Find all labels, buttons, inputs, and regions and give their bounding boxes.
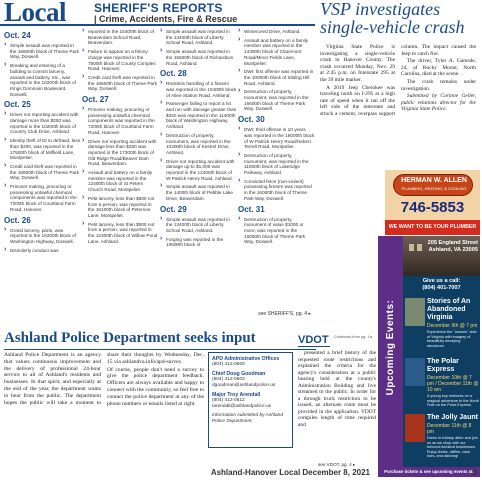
- theatre-ad: [403, 236, 480, 467]
- report-entry: › Failure to appear on a felony charge was reported in the 7500th block of County Complex Road, Hanover.: [82, 49, 159, 72]
- vdot-continued: Continued from pg. 1 ▸: [334, 335, 373, 339]
- vdot-body: presented a brief history of the requested route restrictions and explained the criteria for the agency's consideration at a public hearing held at the county's Administration Building and live streamed to the public. In order for a through truck restriction to be issued, an alternate route must be provided in the application. VDOT compiles length of time required and: [298, 350, 376, 428]
- report-entry: › Credit card theft was reported in the 16600th block of Theme Park Way, Doswell.: [82, 75, 159, 92]
- report-entry: › Convicted felon (non-violent) possessing firearm was reported in the 16000th block of Theme Park Way, Doswell.: [238, 179, 315, 202]
- sheriff-subtitle: | Crime, Accidents, Fire & Rescue: [94, 14, 238, 24]
- report-entry: › Assault and battery on a family member was reported in the 12400th block of St Peters Church Road, Montpelier.: [82, 170, 159, 193]
- report-entry: › Petit larceny, less than $500 not from a person, was reported in the 16100th block of Peterson Lane, Montpelier.: [82, 196, 159, 219]
- vsp-paragraph: A 2019 Jeep Cherokee was traveling north on I-295 at a high rate of speed when it ran off the left side of the interstate and struck a cement, overpass support column. The impact caused the Jeep to catch fire.: [320, 44, 476, 117]
- vsp-headline: VSP investigates single-vehicle crash: [320, 0, 465, 37]
- allen-logo: [393, 174, 473, 196]
- upcoming-events-label: Upcoming Events:: [385, 299, 396, 396]
- sheriff-column: [82, 29, 159, 248]
- event-photo: [405, 358, 425, 386]
- sheriff-column: [238, 29, 315, 248]
- event-title: The Polar Express: [427, 358, 459, 373]
- allen-phone: 746-5853: [400, 199, 465, 216]
- section-label: Local: [4, 0, 66, 27]
- sheriff-title: SHERIFF'S REPORTS: [94, 1, 223, 15]
- apd-paragraph: Of course, people don't need a survey to give the police department feedback. Officers are always available and happy to connect with the community, so feel free to contact the police department at any of the phone numbers or emails listed at right.: [107, 366, 204, 407]
- sheriff-see-more: see SHERIFF'S, pg. 4 ▸: [258, 311, 311, 317]
- vsp-story: [318, 0, 480, 170]
- report-date: Oct. 31: [238, 204, 265, 214]
- allen-name: HERMAN W. ALLEN: [401, 177, 467, 184]
- report-entry: › DWI: first offense was reported in the 10000th block of Sliding Hill Road, Ashland.: [238, 69, 315, 86]
- apd-credit: Information submitted by Ashland Police Department.: [212, 413, 284, 424]
- report-entry: › Destruction of property, monument, was reported in the 10300th block of Kestrel Drive, Ashland.: [160, 133, 237, 156]
- upcoming-events-band: [378, 236, 403, 467]
- event-desc: Dress in holiday attire and join us as we shop with our beloved Ashland businesses. Enjoy drinks, raffles, cash bars, and dancing!: [427, 436, 478, 459]
- footer-text: Ashland-Hanover Local December 8, 2021: [210, 468, 370, 477]
- report-entry: › Passenger failing to report a hit and run with damage greater than $250 was reported in the 11400th block of Washington Highway, Ashland.: [160, 101, 237, 130]
- report-entry: › Driver not reporting accident with damage less than $250 was reported in the 17300th block of Old Ridge Road/Beaver Dam Road, Beaverdam.: [82, 139, 159, 168]
- report-entry: › reported in the 15400th block of Beaverdam School Road, Beaverdam.: [82, 29, 159, 46]
- report-entry: › Forging was reported in the 10600th block of: [160, 237, 237, 248]
- sheriff-columns: [0, 29, 315, 324]
- report-date: Oct. 29: [160, 204, 187, 214]
- page-footer: [0, 468, 378, 480]
- report-entry: › Driver not reporting accident with damage up to $1,000 was reported in the 12400th block of W Patrick Henry Road, Ashland.: [160, 159, 237, 182]
- vsp-body: [320, 44, 476, 118]
- theatre-contact: Give us a call: (804) 401-7007: [422, 278, 461, 291]
- report-entry: › Breaking and entering of a building to commit larceny, assault and battery, etc., was reported in the 10200th block of Kings Dominion Boulevard, Doswell.: [4, 63, 81, 97]
- report-entry: › Credit card theft was reported in the 16600th block of Theme Park Way, Doswell.: [4, 164, 81, 181]
- apd-contact-line[interactable]: tarendall@ashlandpolice.us: [212, 404, 272, 409]
- vsp-paragraph: The crash remains under investigation.: [401, 78, 476, 92]
- theatre-event[interactable]: [403, 296, 480, 348]
- report-date: Oct. 28: [160, 69, 187, 79]
- report-entry: › Destruction of property, monument, was reported in the 11000th block of Lakeridge Parkway, Ashland.: [238, 153, 315, 176]
- report-entry: › Destruction of property, monument, was reported in the 16600th block of Theme Park Way, Doswell.: [238, 89, 315, 112]
- event-photo: [405, 414, 425, 442]
- theatre-event[interactable]: [403, 356, 480, 408]
- apd-contact-title: Chief Doug Goodman: [212, 371, 266, 377]
- theatre-event[interactable]: [403, 412, 480, 459]
- report-entry: › Assault and battery on a family member was reported in the 14300th block of Claremont Road/Minor Fields Lane, Montpelier.: [238, 38, 315, 67]
- report-entry: › Simple assault was reported in the 13400th block of Liberty School Road, Ashland.: [160, 217, 237, 234]
- allen-band: WE WANT TO BE YOUR PLUMBER: [385, 220, 480, 235]
- vdot-see-more: see VDOT, pg. 4 ▸: [318, 462, 356, 467]
- allen-ad: [385, 170, 480, 235]
- theatre-address: 205 England Street Ashland, VA 23005: [427, 240, 478, 253]
- event-title: Stories of An Abandoned Virginia: [427, 298, 471, 321]
- sheriff-column: [4, 29, 81, 256]
- report-entry: › DWI: third offense in 10 years was reported in the 16000th block of W Patrick Henry Road/Hebert Terrell Road, Montpelier.: [238, 127, 315, 150]
- apd-contact-title: APD Administrative Offices: [212, 356, 280, 362]
- vsp-paragraph: Virginia State Police is investigating a single-vehicle crash in Hanover County. The crash occurred Monday, Nov. 29 at 2:45 p.m. on Interstate 295 at the 39 mile marker.: [320, 44, 395, 83]
- apd-contacts: [208, 352, 293, 448]
- report-entry: › Prisoner making, procuring or possessing unlawful chemical components was reported in the 7200th block of Courtland Farm Road, Hanover.: [82, 107, 159, 136]
- report-date: Oct. 30: [238, 115, 265, 125]
- report-entry: › Destruction of property, monument of value $1000 or more, was reported in the 16000th block of Theme Park Way, Doswell.: [238, 217, 315, 246]
- event-date: December 11th @ 8 pm: [427, 423, 472, 435]
- vdot-story: [298, 330, 376, 428]
- allen-tagline: PLUMBING, HEATING, & COOLING: [401, 186, 467, 191]
- event-desc: A young boy embarks on a magical adventure to the North Pole on the Polar Express.: [427, 394, 479, 408]
- sheriff-header: [0, 0, 315, 26]
- apd-paragraph: Ashland Police Department is an agency that values continuous improvement and the delivery of professional 24-hour service to all of Ashland's residents and businesses. In that spirit, and especially at the end of the year, the department wants to hear from the public. The department hopes the public will take a moment to share their thoughts by Wednesday, Dec. 15 via ashlandva.info/apd-survey.: [4, 352, 204, 406]
- report-entry: › Petit larceny, less than $500 not from a person, was reported in the 12300th block of Willow Pond Lane, Ashland.: [82, 222, 159, 245]
- event-photo: [405, 298, 425, 326]
- report-entry: › Reckless handling of a firearm was reported in the 10400th block of Atlee Station Road, Ashland.: [160, 81, 237, 98]
- page-number: 3: [472, 468, 477, 477]
- apd-contact-line[interactable]: (804) 412-0612: [212, 398, 245, 403]
- report-entry: › Grand larceny, parts, was reported in the 16200th block of Washington Highway, Doswell.: [4, 228, 81, 245]
- report-date: Oct. 26: [4, 215, 31, 225]
- report-entry: › Simple assault was reported in the 15600th block of Richardson Road, Ashland.: [160, 49, 237, 66]
- report-date: Oct. 24: [4, 31, 31, 40]
- apd-contact-title: Major Troy Arendall: [212, 392, 261, 398]
- event-date: December 10th @ 7 pm / December 11th @ 10 am: [427, 375, 479, 393]
- theatre-photo: [403, 236, 480, 276]
- report-entry: › Simple assault was reported in the 16600th block of Theme Park Way, Doswell.: [4, 43, 81, 60]
- report-entry: › Driver not reporting accident with damage more than $250 was reported in the 10200th block of Country Club Drive, Ashland.: [4, 112, 81, 135]
- vdot-title: VDOT: [298, 334, 329, 346]
- apd-contact-line[interactable]: (804) 412-0603: [212, 377, 245, 382]
- report-entry: › Prisoner making, procuring or possessing unlawful chemical components was reported in the 7200th block of Courtland Farm Road, Hanover.: [4, 184, 81, 213]
- event-desc: Experience the "unseen" side of Virginia with imagery of beautifully decaying structures.: [427, 330, 477, 348]
- vsp-paragraph: The driver, Tyler A. Gamsde, 24, of Rocky Mount, North Carolina, died at the scene.: [401, 58, 476, 78]
- apd-contact-line[interactable]: (804) 412-0600: [212, 362, 245, 367]
- vsp-credit: Submitted by Corinne Geller, public relations director for the Virginia State Police.: [401, 93, 476, 113]
- report-date: Oct. 25: [4, 100, 31, 110]
- report-entry: › Identity theft of ID to defraud, less than $200, was reported in the 17500th block of Millfield Lane, Montpelier.: [4, 138, 81, 161]
- report-date: Oct. 27: [82, 95, 109, 105]
- report-entry: › Simple assault was reported in the 13400th block of Liberty School Road, Ashland.: [160, 29, 237, 46]
- event-title: The Jolly Jaunt: [427, 414, 478, 421]
- report-entry: › Simple assault was reported in the 1400th block of Pebble Lake Drive, Beaverdam.: [160, 184, 237, 201]
- theatre-purchase-link[interactable]: Purchase tickets & see upcoming events at: ashlandtheatre.org: [378, 467, 480, 477]
- apd-body: [4, 352, 204, 407]
- report-entry: › Disorderly conduct was: [4, 248, 81, 254]
- event-date: December 9th @ 7 pm: [427, 323, 478, 329]
- sheriff-column: [160, 29, 237, 251]
- apd-contact-line[interactable]: dgoodman@ashlandpolice.us: [212, 383, 276, 388]
- report-entry: › Winterceed Drive, Ashland.: [238, 29, 315, 35]
- apd-headline: Ashland Police Department seeks input: [4, 330, 316, 350]
